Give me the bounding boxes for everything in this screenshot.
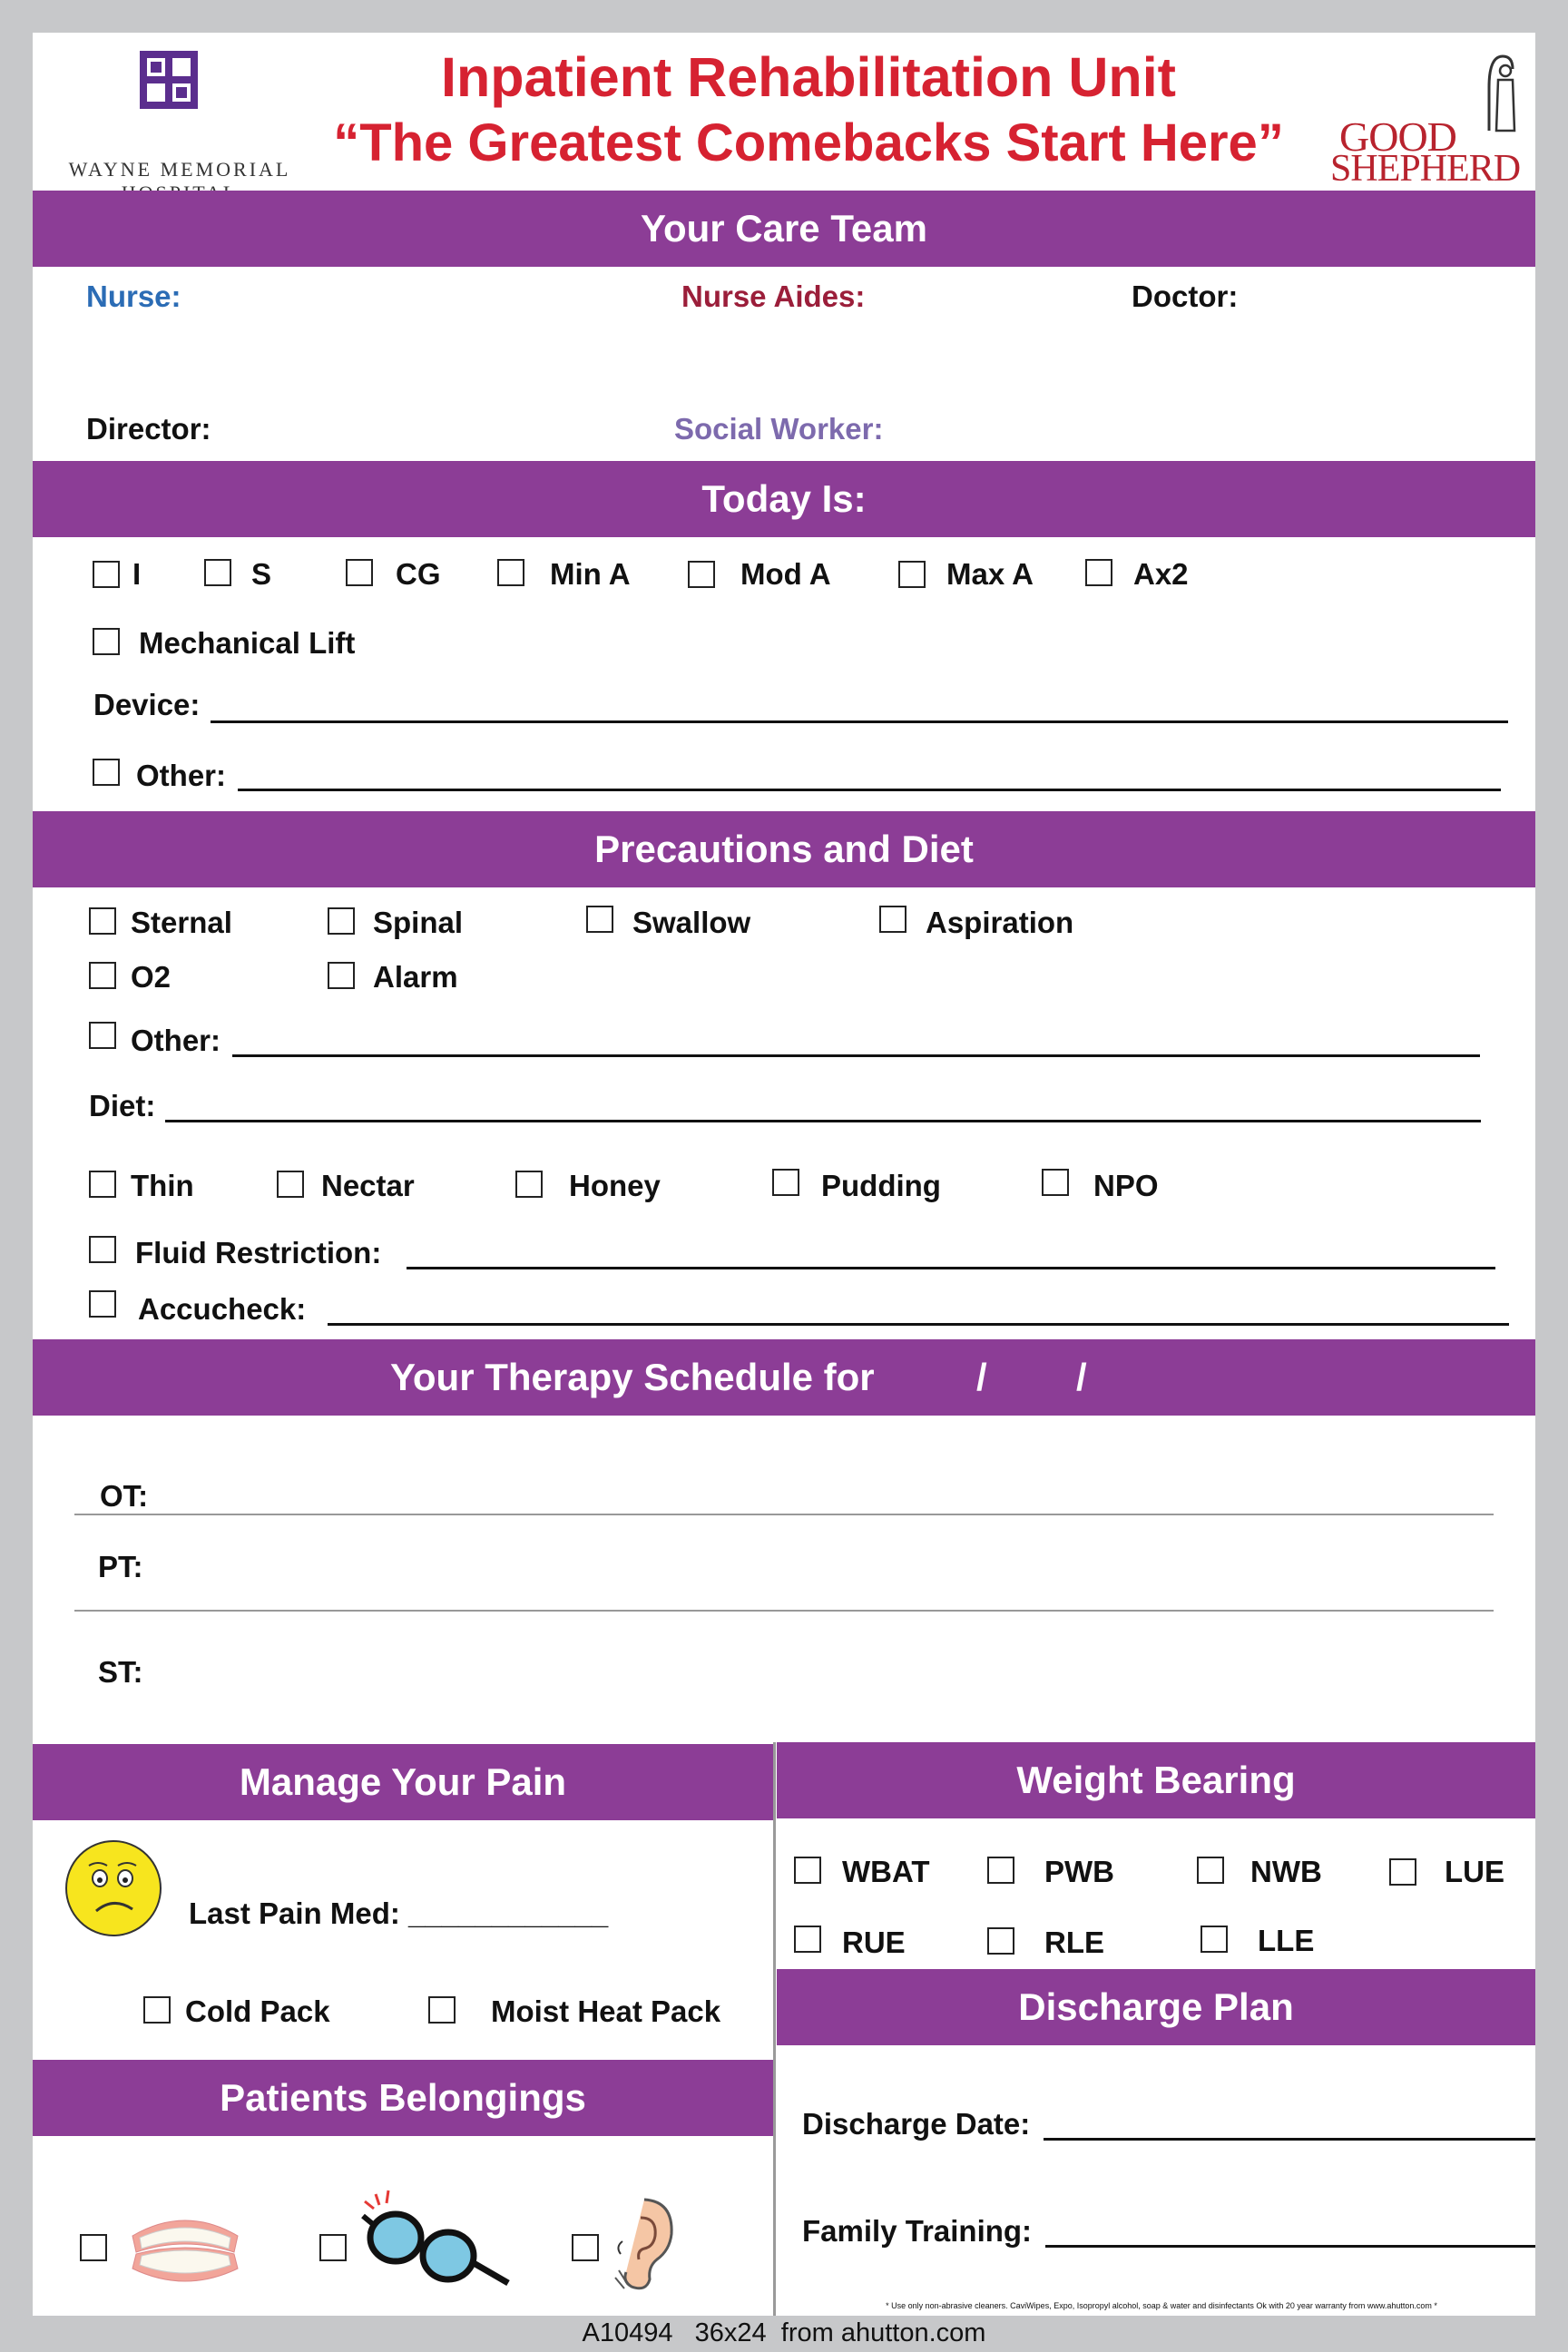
thin-checkbox[interactable] (89, 1171, 116, 1198)
alarm-checkbox[interactable] (328, 962, 355, 989)
moist-heat-pack-label: Moist Heat Pack (491, 1994, 721, 2028)
today-cg-checkbox[interactable] (346, 559, 373, 586)
today-mod-a-label: Mod A (740, 557, 831, 591)
cold-pack-label: Cold Pack (185, 1994, 330, 2028)
rle-label: RLE (1044, 1926, 1104, 1959)
moist-heat-pack-checkbox[interactable] (428, 1996, 456, 2024)
therapy-heading (33, 1339, 1535, 1416)
today-other-checkbox[interactable] (93, 759, 120, 786)
swallow-checkbox[interactable] (586, 906, 613, 933)
pwb-checkbox[interactable] (987, 1857, 1014, 1884)
honey-checkbox[interactable] (515, 1171, 543, 1198)
dentures-icon (125, 2209, 245, 2290)
discharge-heading: Discharge Plan (777, 1969, 1535, 2045)
good-shepherd-line2: SHEPHERD (1330, 148, 1521, 190)
pt-divider (74, 1610, 1494, 1612)
diet-label: Diet: (89, 1089, 156, 1122)
st-label: ST: (98, 1655, 143, 1689)
device-line[interactable] (211, 720, 1508, 723)
wbat-checkbox[interactable] (794, 1857, 821, 1884)
belongings-heading: Patients Belongings (33, 2060, 773, 2136)
cold-pack-checkbox[interactable] (143, 1996, 171, 2024)
precautions-other-checkbox[interactable] (89, 1022, 116, 1049)
npo-label: NPO (1093, 1169, 1159, 1202)
nectar-checkbox[interactable] (277, 1171, 304, 1198)
family-training-line[interactable] (1045, 2245, 1535, 2248)
alarm-label: Alarm (373, 960, 458, 994)
o2-checkbox[interactable] (89, 962, 116, 989)
sternal-checkbox[interactable] (89, 907, 116, 935)
page-subtitle: “The Greatest Comebacks Start Here” (333, 113, 1284, 172)
today-min-a-checkbox[interactable] (497, 559, 524, 586)
hearing-aid-checkbox[interactable] (572, 2234, 599, 2261)
social-worker-label: Social Worker: (674, 412, 884, 446)
precautions-heading: Precautions and Diet (33, 811, 1535, 887)
good-shepherd-logo (1312, 51, 1535, 196)
accucheck-label: Accucheck: (138, 1292, 307, 1326)
whiteboard (33, 33, 1535, 2316)
aspiration-checkbox[interactable] (879, 906, 906, 933)
sternal-label: Sternal (131, 906, 232, 939)
precautions-other-label: Other: (131, 1024, 220, 1057)
lle-label: LLE (1258, 1924, 1315, 1957)
spinal-checkbox[interactable] (328, 907, 355, 935)
ear-icon (610, 2194, 677, 2294)
nwb-checkbox[interactable] (1197, 1857, 1224, 1884)
mechanical-lift-checkbox[interactable] (93, 628, 120, 655)
wayne-memorial-line1: WAYNE MEMORIAL (68, 158, 291, 181)
director-label: Director: (86, 412, 211, 446)
page-title: Inpatient Rehabilitation Unit (441, 46, 1176, 108)
rue-checkbox[interactable] (794, 1926, 821, 1953)
accucheck-line[interactable] (328, 1323, 1509, 1326)
today-heading: Today Is: (33, 461, 1535, 537)
glasses-icon (356, 2189, 514, 2294)
pudding-label: Pudding (821, 1169, 941, 1202)
today-other-label: Other: (136, 759, 226, 792)
sad-face-icon (64, 1838, 163, 1938)
nwb-label: NWB (1250, 1855, 1322, 1888)
rle-checkbox[interactable] (987, 1927, 1014, 1955)
today-min-a-label: Min A (550, 557, 631, 591)
wayne-memorial-logo-icon (140, 51, 198, 109)
dentures-checkbox[interactable] (80, 2234, 107, 2261)
accucheck-checkbox[interactable] (89, 1290, 116, 1318)
lle-checkbox[interactable] (1200, 1926, 1228, 1953)
good-shepherd-line1: GOOD (1339, 113, 1456, 160)
honey-label: Honey (569, 1169, 661, 1202)
discharge-date-line[interactable] (1044, 2138, 1535, 2141)
therapy-date-slash-1: / (976, 1356, 987, 1398)
aspiration-label: Aspiration (926, 906, 1074, 939)
nectar-label: Nectar (321, 1169, 415, 1202)
nurse-label: Nurse: (86, 279, 181, 313)
spinal-label: Spinal (373, 906, 464, 939)
mechanical-lift-label: Mechanical Lift (139, 626, 356, 660)
ot-divider (74, 1514, 1494, 1515)
family-training-label: Family Training: (802, 2214, 1033, 2248)
fluid-restriction-label: Fluid Restriction: (135, 1236, 382, 1269)
nurse-aides-label: Nurse Aides: (681, 279, 866, 313)
lue-label: LUE (1445, 1855, 1504, 1888)
pt-label: PT: (98, 1550, 143, 1583)
today-s-label: S (251, 557, 272, 591)
cleaning-footnote: * Use only non-abrasive cleaners. CaviWipes, Expo, Isopropyl alcohol, soap & water and disinfectants Ok with 20 year warranty from www.ahutton.com * (886, 2301, 1437, 2310)
today-ax2-checkbox[interactable] (1085, 559, 1112, 586)
pudding-checkbox[interactable] (772, 1169, 799, 1196)
discharge-date-label: Discharge Date: (802, 2107, 1031, 2141)
care-team-heading: Your Care Team (33, 191, 1535, 267)
weight-bearing-heading: Weight Bearing (777, 1742, 1535, 1818)
therapy-heading-text: Your Therapy Schedule for (390, 1356, 875, 1398)
shepherd-figure-icon (1480, 51, 1525, 132)
glasses-checkbox[interactable] (319, 2234, 347, 2261)
npo-checkbox[interactable] (1042, 1169, 1069, 1196)
today-i-checkbox[interactable] (93, 561, 120, 588)
today-cg-label: CG (396, 557, 441, 591)
lower-column-divider (773, 1742, 776, 2316)
today-max-a-checkbox[interactable] (898, 561, 926, 588)
today-other-line[interactable] (238, 789, 1501, 791)
therapy-date-slash-2: / (1076, 1356, 1087, 1398)
wbat-label: WBAT (842, 1855, 930, 1888)
doctor-label: Doctor: (1132, 279, 1239, 313)
wayne-memorial-logo (33, 51, 305, 196)
pwb-label: PWB (1044, 1855, 1114, 1888)
fluid-restriction-line[interactable] (407, 1267, 1495, 1269)
last-pain-med-label: Last Pain Med: ____________ (189, 1896, 609, 1930)
today-mod-a-checkbox[interactable] (688, 561, 715, 588)
rue-label: RUE (842, 1926, 906, 1959)
thin-label: Thin (131, 1169, 194, 1202)
fluid-restriction-checkbox[interactable] (89, 1236, 116, 1263)
diet-line[interactable] (165, 1120, 1481, 1122)
swallow-label: Swallow (632, 906, 751, 939)
today-i-label: I (132, 557, 142, 591)
today-max-a-label: Max A (946, 557, 1034, 591)
pain-heading: Manage Your Pain (33, 1744, 773, 1820)
lue-checkbox[interactable] (1389, 1858, 1416, 1886)
today-ax2-label: Ax2 (1133, 557, 1189, 591)
device-label: Device: (93, 688, 201, 721)
product-footer: A10494 36x24 from ahutton.com (582, 2318, 986, 2347)
today-s-checkbox[interactable] (204, 559, 231, 586)
precautions-other-line[interactable] (232, 1054, 1480, 1057)
ot-label: OT: (100, 1479, 149, 1513)
o2-label: O2 (131, 960, 172, 994)
